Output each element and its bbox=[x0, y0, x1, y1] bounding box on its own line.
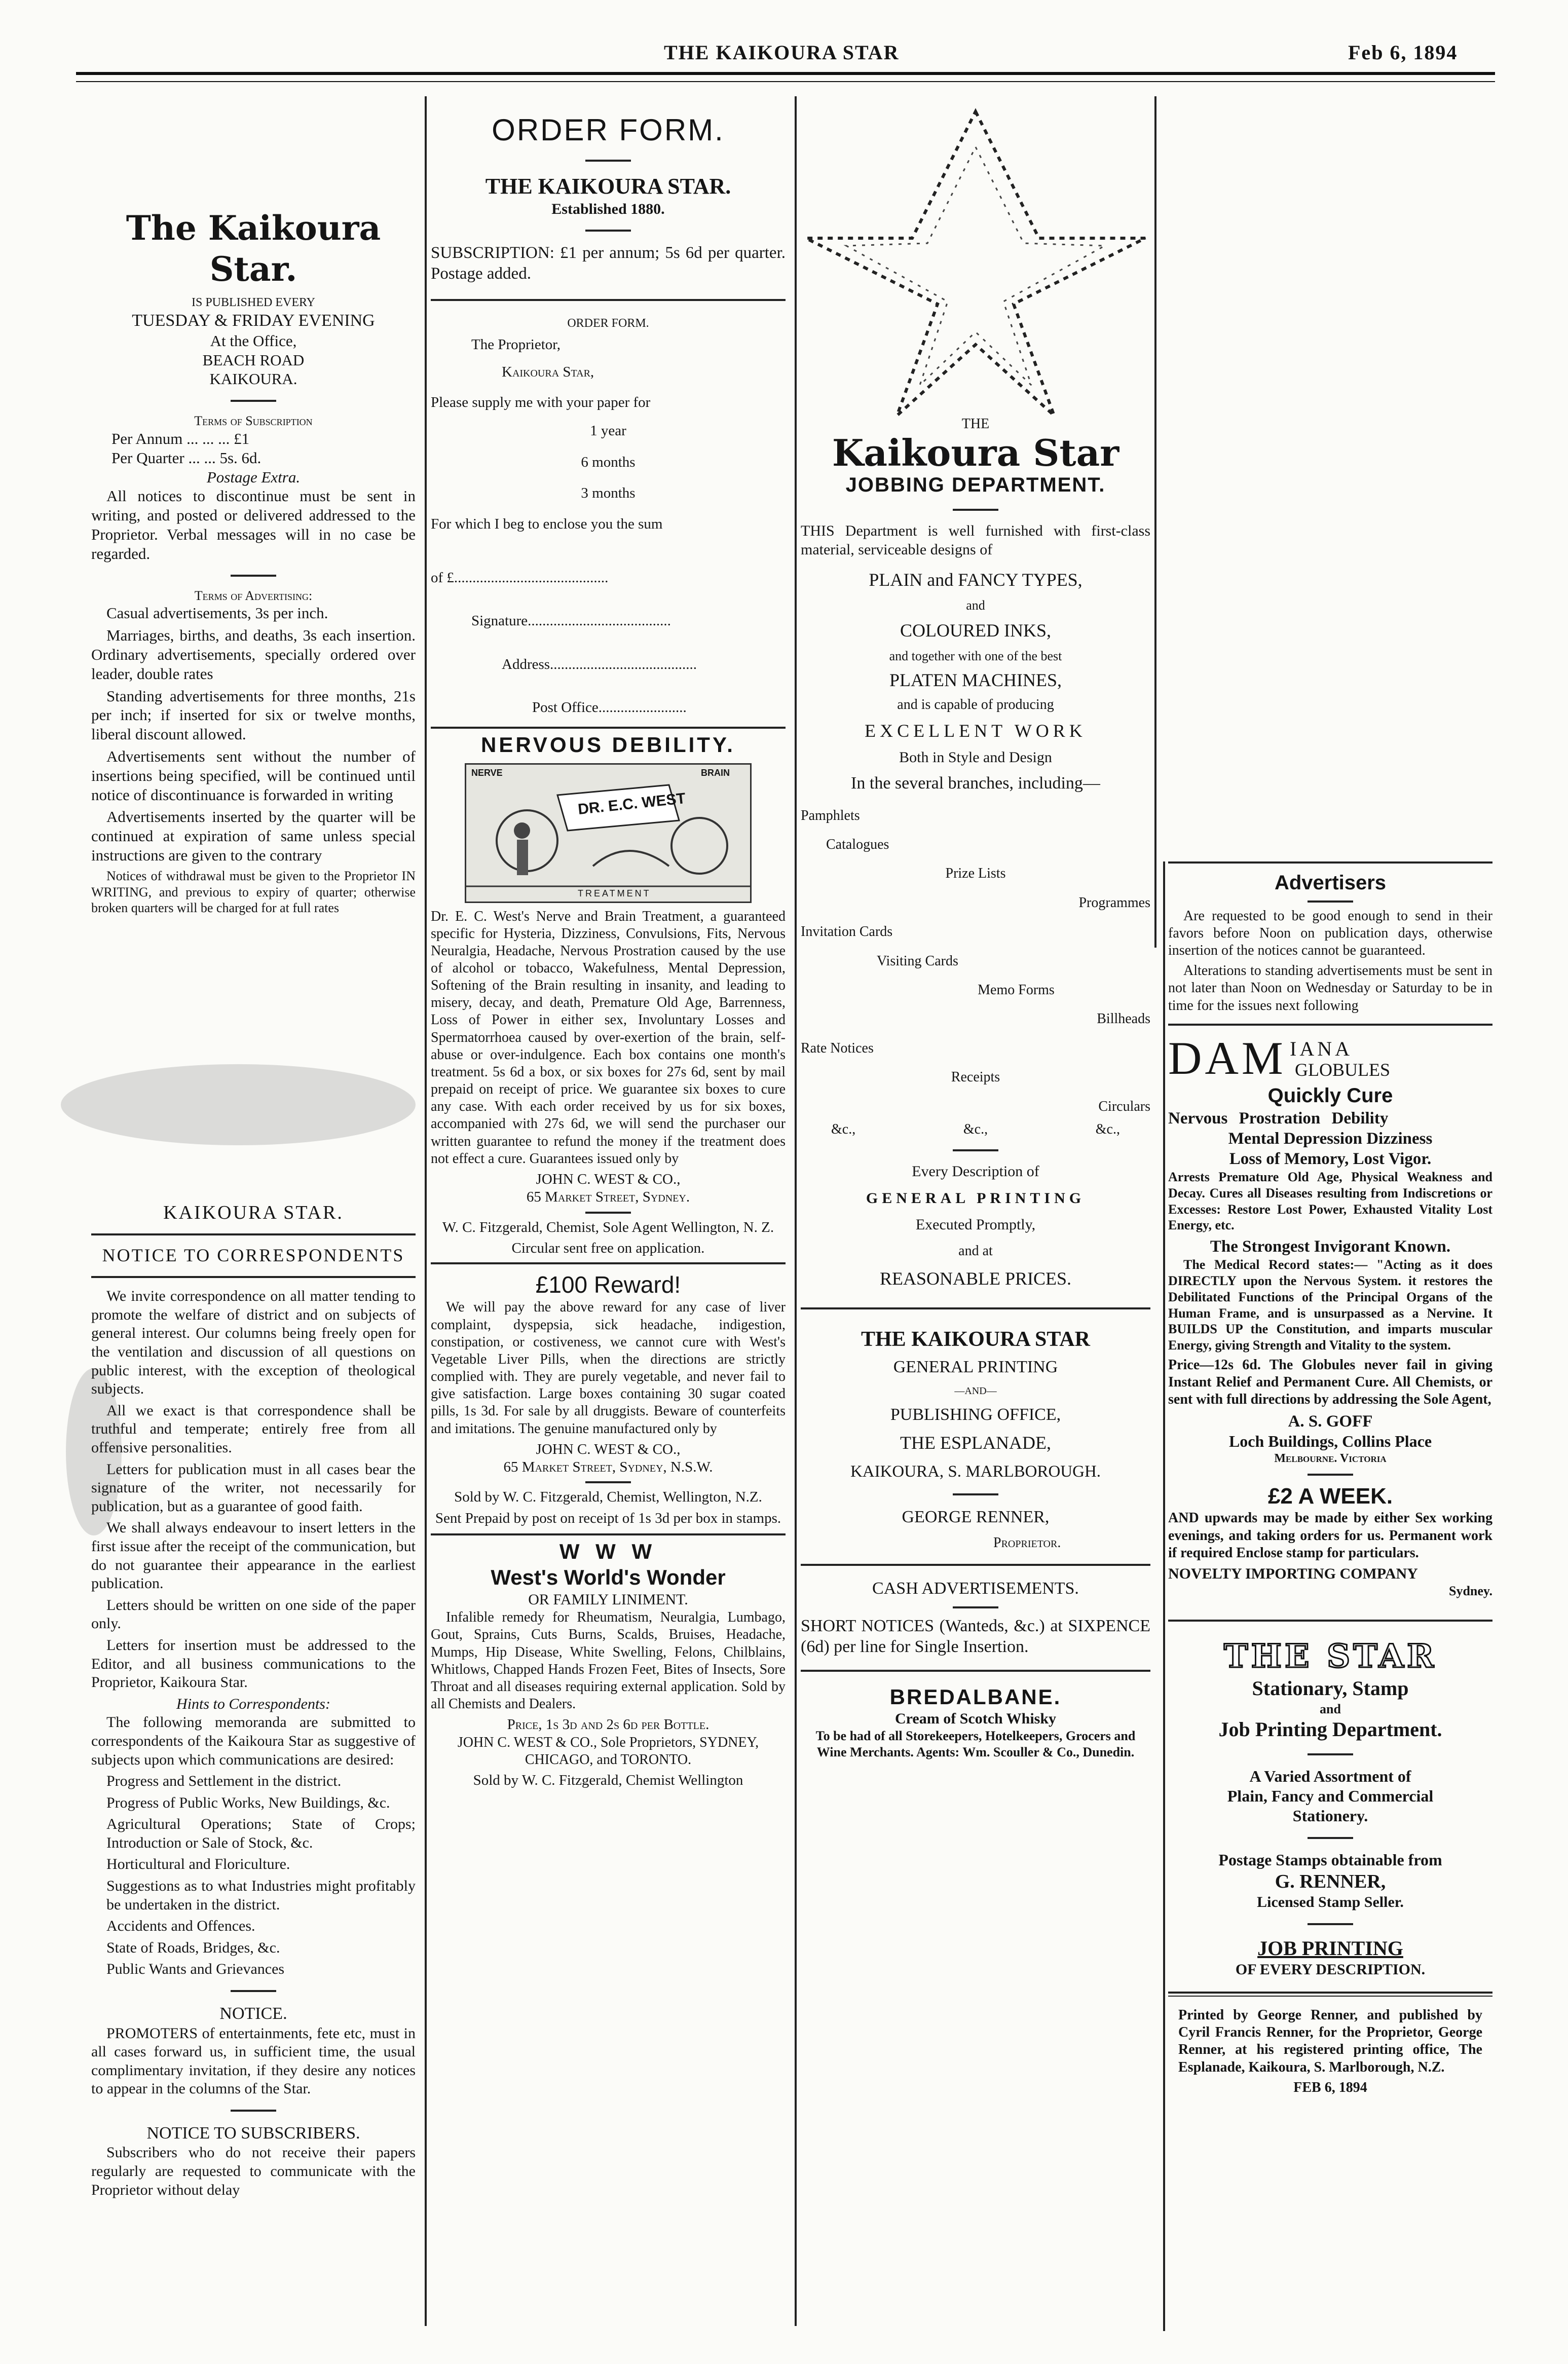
damiana-globules: GLOBULES bbox=[1295, 1059, 1390, 1080]
divider bbox=[1308, 1474, 1353, 1476]
office-line: At the Office, bbox=[210, 331, 297, 350]
damiana-nervous: Nervous Prostration Debility bbox=[1168, 1109, 1389, 1128]
dr-west-illustration bbox=[465, 763, 752, 903]
corr-paragraph: We shall always endeavour to insert letters in the first issue after the receipt of the communication, but do not guarantee their appearance in the earliest publication. bbox=[91, 1519, 416, 1592]
divider bbox=[1308, 1923, 1353, 1925]
etc-row bbox=[801, 1121, 1150, 1138]
form-sub-title: ORDER FORM. bbox=[567, 316, 649, 330]
town-line: KAIKOURA. bbox=[209, 370, 297, 388]
form-proprietor: The Proprietor, bbox=[471, 336, 561, 353]
terms-advertising-heading: Terms of Advertising: bbox=[194, 588, 313, 603]
subscription-rate: SUBSCRIPTION: £1 per annum; 5s 6d per quarter. Postage added. bbox=[431, 244, 786, 283]
renner-name: GEORGE RENNER, bbox=[902, 1507, 1050, 1526]
two-pounds-week: £2 A WEEK. bbox=[1267, 1483, 1393, 1509]
advertisers-title: Advertisers bbox=[1274, 872, 1387, 894]
advertisers-text-2: Alterations to standing advertisements must be sent in not later than Noon on Wednesday or Saturday to be in time for the issues next following bbox=[1168, 963, 1492, 1014]
column-4 bbox=[1168, 861, 1492, 2096]
column-divider-1 bbox=[425, 96, 427, 2326]
liniment-price: Price, 1s 3d and 2s 6d per Bottle. bbox=[507, 1716, 710, 1733]
damiana-arrests: Arrests Premature Old Age, Physical Weakness and Decay. Cures all Diseases resulting from Indiscretions or Excesses: Restore Lost Power, Exhausted Vitality Lost Energy, etc. bbox=[1168, 1170, 1492, 1233]
job-printing-dept: Job Printing Department. bbox=[1218, 1717, 1442, 1741]
platen-machines: PLATEN MACHINES, bbox=[889, 669, 1062, 690]
subscribers-heading: NOTICE TO SUBSCRIBERS. bbox=[146, 2123, 360, 2143]
corr-paragraph: Letters for publication must in all cases bear the signature of the writer, not necessarily for publication, but as a guarantee of good faith. bbox=[91, 1460, 416, 1515]
licensed-seller: Licensed Stamp Seller. bbox=[1257, 1894, 1404, 1911]
corr-paragraph: All we exact is that correspondence shall be truthful and temperate; entirely free from all offensive personalities. bbox=[91, 1402, 416, 1456]
circular-note: Circular sent free on application. bbox=[431, 1240, 786, 1264]
hint-item: Progress of Public Works, New Buildings, &c. bbox=[106, 1794, 390, 1811]
star-of-stars-logo bbox=[801, 101, 1150, 426]
sold-by: Sold by W. C. Fitzgerald, Chemist, Wellington, N.Z. bbox=[454, 1489, 762, 1506]
column-2 bbox=[431, 101, 786, 1789]
form-signature-field[interactable]: Signature....................................... bbox=[471, 613, 671, 629]
per-annum: Per Annum ... ... ... £1 bbox=[111, 429, 250, 447]
printing-item: Programmes bbox=[1078, 894, 1150, 911]
liniment-text: Infalible remedy for Rheumatism, Neuralgia, Lumbago, Gout, Sprains, Cuts Burns, Scalds, Bruises, Headache, Mumps, Hip Disease, White Swelling, Felons, Chilblains, Whitlows, Chapped Hands Frozen Feet, Bites of Insects, Sore Throat and all diseases requiring external application. Sold by all Chemists and Dealers. bbox=[431, 1609, 786, 1712]
divider bbox=[801, 1670, 1150, 1672]
and-word: and bbox=[1320, 1702, 1341, 1717]
form-option[interactable]: 1 year bbox=[590, 423, 626, 439]
cash-advertisements: CASH ADVERTISEMENTS. bbox=[872, 1579, 1079, 1598]
divider bbox=[953, 1493, 998, 1495]
worlds-wonder-title: West's World's Wonder bbox=[491, 1565, 726, 1590]
order-form-title: ORDER FORM. bbox=[492, 113, 725, 147]
column-1-lower bbox=[91, 1201, 416, 2202]
cream-of-whisky: Cream of Scotch Whisky bbox=[894, 1710, 1057, 1727]
jobbing-department-title: JOBBING DEPARTMENT. bbox=[845, 474, 1106, 497]
divider bbox=[953, 1149, 998, 1151]
published-line: IS PUBLISHED EVERY bbox=[191, 296, 316, 310]
column-3 bbox=[801, 101, 1150, 1763]
week-text: AND upwards may be made by either Sex working evenings, and taking orders for us. Permanent work if required Enclose stamp for particulars. bbox=[1168, 1510, 1492, 1561]
hint-item: Public Wants and Grievances bbox=[106, 1961, 285, 1978]
etc-item: &c., bbox=[831, 1121, 856, 1137]
hints-intro: The following memoranda are submitted to correspondents of the Kaikoura Star as suggestive of subjects upon which communications are desired: bbox=[91, 1714, 416, 1768]
strongest-invigorant: The Strongest Invigorant Known. bbox=[1210, 1237, 1451, 1256]
plain-fancy-types: PLAIN and FANCY TYPES, bbox=[869, 570, 1082, 590]
divider bbox=[431, 727, 786, 729]
hint-item: Agricultural Operations; State of Crops; Introduction or Sale of Stock, &c. bbox=[106, 1816, 416, 1851]
excellent-work: EXCELLENT WORK bbox=[865, 720, 1087, 741]
west-company-3: JOHN C. WEST & CO., Sole Proprietors, SYDNEY, CHICAGO, and TORONTO. bbox=[457, 1734, 759, 1768]
illustration-drawing bbox=[466, 765, 750, 902]
general-printing-2: GENERAL PRINTING bbox=[893, 1358, 1058, 1377]
corr-paragraph: Letters should be written on one side of the paper only. bbox=[91, 1596, 416, 1632]
novelty-sydney: Sydney. bbox=[1449, 1584, 1492, 1599]
correspondents-heading: NOTICE TO CORRESPONDENTS bbox=[102, 1245, 405, 1266]
reward-title: £100 Reward! bbox=[535, 1271, 681, 1298]
imprint: Printed by George Renner, and published by Cyril Francis Renner, for the Proprietor, George Renner, at his registered printing office, The Esplanade, Kaikoura, S. Marlborough, N.Z. bbox=[1178, 2007, 1482, 2075]
west-address: 65 Market Street, Sydney. bbox=[526, 1189, 690, 1206]
divider bbox=[91, 1233, 416, 1235]
hints-heading: Hints to Correspondents: bbox=[176, 1695, 330, 1712]
divider bbox=[953, 509, 998, 511]
adv-term: Notices of withdrawal must be given to the Proprietor IN WRITING, and previous to expiry of quarter; otherwise broken quarters will be charged for at full rates bbox=[91, 868, 416, 916]
sent-prepaid: Sent Prepaid by post on receipt of 1s 3d per box in stamps. bbox=[431, 1510, 786, 1535]
column-divider-3 bbox=[1154, 96, 1156, 948]
printing-item: Invitation Cards bbox=[801, 924, 893, 940]
star-general-printing: THE KAIKOURA STAR bbox=[861, 1327, 1090, 1351]
esplanade: THE ESPLANADE, bbox=[900, 1433, 1051, 1453]
branches-text: In the several branches, including— bbox=[851, 774, 1100, 793]
form-address-field[interactable]: Address........................................ bbox=[502, 656, 697, 672]
every-description: Every Description of bbox=[912, 1163, 1039, 1180]
style-design: Both in Style and Design bbox=[899, 748, 1052, 766]
and-separator: —AND— bbox=[954, 1385, 997, 1397]
damiana-mental: Mental Depression Dizziness bbox=[1228, 1129, 1433, 1148]
form-option[interactable]: 6 months bbox=[581, 454, 636, 470]
road-line: BEACH ROAD bbox=[202, 351, 305, 369]
divider bbox=[231, 400, 276, 402]
and-text: and bbox=[966, 598, 985, 613]
etc-item: &c., bbox=[963, 1121, 988, 1137]
form-amount-field[interactable]: of £.......................................... bbox=[431, 569, 609, 586]
divider bbox=[91, 1276, 416, 1278]
corr-paragraph: Letters for insertion must be addressed to the Editor, and all business communications to the Proprietor, Kaikoura Star. bbox=[91, 1636, 416, 1691]
divider bbox=[1168, 1996, 1492, 1997]
medical-record: The Medical Record states:— "Acting as it does DIRECTLY upon the Nervous System. it restores the Debilitated Functions of the Principal Organs of the Human Frame, and is unsurpassed as a Nervine. It BUILDS UP the Constitution, and imparts muscular Energy, giving Strength and Vitality to the system. bbox=[1168, 1257, 1492, 1353]
damiana-price: Price—12s 6d. The Globules never fail in giving Instant Relief and Permanent Cure. All Chemists, or sent with full directions by addressing the Sole Agent, bbox=[1168, 1357, 1492, 1408]
divider bbox=[585, 160, 631, 162]
form-post-office-field[interactable]: Post Office........................ bbox=[532, 699, 687, 716]
paper-damage-stain bbox=[61, 1064, 416, 1145]
executed-promptly: Executed Promptly, bbox=[915, 1216, 1036, 1233]
divider bbox=[231, 1990, 276, 1992]
postage-extra: Postage Extra. bbox=[206, 468, 301, 486]
divider bbox=[953, 1606, 998, 1608]
novelty-company: NOVELTY IMPORTING COMPANY bbox=[1168, 1565, 1418, 1582]
star-icon bbox=[801, 101, 1150, 426]
capable-text: and is capable of producing bbox=[897, 697, 1054, 713]
illustration-label-treatment: TREATMENT bbox=[578, 888, 651, 898]
jobbing-the: THE bbox=[961, 416, 990, 432]
imprint-date: FEB 6, 1894 bbox=[1293, 2079, 1367, 2095]
damiana-iana: IANA bbox=[1290, 1037, 1353, 1060]
general-printing: GENERAL PRINTING bbox=[866, 1189, 1086, 1207]
printing-item: Billheads bbox=[1097, 1011, 1150, 1027]
west-company-2: JOHN C. WEST & CO., bbox=[536, 1441, 681, 1457]
divider bbox=[231, 575, 276, 577]
per-quarter: Per Quarter ... ... 5s. 6d. bbox=[111, 448, 262, 467]
divider bbox=[585, 230, 631, 232]
family-liniment: OR FAMILY LINIMENT. bbox=[528, 1591, 688, 1608]
printing-item: Prize Lists bbox=[945, 866, 1006, 882]
printing-item: Catalogues bbox=[826, 837, 889, 852]
divider bbox=[585, 1481, 631, 1483]
nervous-debility-title: NERVOUS DEBILITY. bbox=[481, 733, 735, 757]
printing-items-list bbox=[801, 801, 1150, 1121]
plain-fancy-commercial: Plain, Fancy and Commercial bbox=[1227, 1786, 1434, 1805]
printing-item: Rate Notices bbox=[801, 1040, 874, 1056]
printing-item: Pamphlets bbox=[801, 807, 860, 823]
divider bbox=[1168, 1024, 1492, 1026]
jobbing-masthead: Kaikoura Star bbox=[832, 431, 1119, 475]
adv-term: Standing advertisements for three months, 21s per inch; if inserted for six or twelve months, liberal discount allowed. bbox=[91, 687, 416, 743]
illustration-label-brain: BRAIN bbox=[701, 767, 730, 778]
divider bbox=[1308, 900, 1353, 903]
divider bbox=[1168, 1992, 1492, 1994]
form-option[interactable]: 3 months bbox=[581, 485, 636, 502]
divider bbox=[1168, 1620, 1492, 1622]
publishing-office: PUBLISHING OFFICE, bbox=[890, 1405, 1061, 1424]
adv-term: Advertisements sent without the number of insertions being specified, will be continued until notice of discontinuance is forwarded in writing bbox=[91, 747, 416, 804]
hint-item: Suggestions as to what Industries might profitably be undertaken in the district. bbox=[106, 1878, 416, 1913]
kaikoura-address: KAIKOURA, S. MARLBOROUGH. bbox=[850, 1462, 1101, 1481]
divider bbox=[231, 2110, 276, 2112]
printing-item: Memo Forms bbox=[978, 982, 1055, 998]
g-renner: G. RENNER, bbox=[1275, 1870, 1386, 1892]
hint-item: Progress and Settlement in the district. bbox=[106, 1773, 342, 1790]
subscribers-text: Subscribers who do not receive their papers regularly are requested to communicate with the Proprietor without delay bbox=[91, 2144, 416, 2198]
storekeepers: To be had of all Storekeepers, Hotelkeepers, Grocers and Wine Merchants. Agents: Wm. Scouller & Co., Dunedin. bbox=[815, 1729, 1136, 1760]
agent-goff: A. S. GOFF bbox=[1288, 1412, 1373, 1431]
header-rule-thick bbox=[76, 72, 1495, 75]
together-text: and together with one of the best bbox=[889, 648, 1062, 663]
printing-item: Circulars bbox=[1098, 1098, 1150, 1114]
header-rule-thin bbox=[76, 81, 1495, 82]
page-header-title: THE KAIKOURA STAR bbox=[664, 41, 900, 64]
column-1 bbox=[91, 208, 416, 919]
postage-stamps: Postage Stamps obtainable from bbox=[1218, 1850, 1442, 1869]
adv-term: Marriages, births, and deaths, 3s each insertion. Ordinary advertisements, specially ordered over leader, double rates bbox=[91, 626, 416, 683]
order-paper-name: THE KAIKOURA STAR. bbox=[485, 174, 731, 199]
coloured-inks: COLOURED INKS, bbox=[900, 620, 1051, 641]
stationary-stamp: Stationary, Stamp bbox=[1252, 1677, 1409, 1700]
hint-item: Accidents and Offences. bbox=[106, 1918, 255, 1935]
reward-text: We will pay the above reward for any case of liver complaint, dyspepsia, sick headache, indigestion, constipation, or costiveness, we cannot cure with West's Vegetable Liver Pills, when the directions are strictly complied with. They are purely vegetable, and never fail to give satisfaction. Large boxes containing 30 sugar coated pills, 1s 3d. For sale by all druggists. Beware of counterfeits and imitations. The genuine manufactured only by bbox=[431, 1299, 786, 1437]
reasonable-prices: REASONABLE PRICES. bbox=[879, 1268, 1072, 1289]
divider bbox=[431, 299, 786, 301]
every-description-4: OF EVERY DESCRIPTION. bbox=[1235, 1961, 1426, 1978]
divider bbox=[801, 1564, 1150, 1566]
form-supply: Please supply me with your paper for bbox=[431, 394, 651, 410]
hint-item: State of Roads, Bridges, &c. bbox=[106, 1939, 280, 1956]
west-company: JOHN C. WEST & CO., bbox=[536, 1171, 681, 1187]
hint-item: Horticultural and Floriculture. bbox=[106, 1856, 290, 1873]
column-divider-3b bbox=[1163, 861, 1165, 2331]
printing-item: Receipts bbox=[951, 1069, 1000, 1085]
advertisers-text-1: Are requested to be good enough to send in their favors before Noon on publication days, otherwise insertion of the notices cannot be guaranteed. bbox=[1168, 908, 1492, 959]
form-star: Kaikoura Star, bbox=[502, 363, 594, 380]
notice-text: PROMOTERS of entertainments, fete etc, must in all cases forward us, in sufficient time, the usual complimentary invitation, if they desire any notices to appear in the columns of the Star. bbox=[91, 2024, 416, 2097]
west-address-2: 65 Market Street, Sydney, N.S.W. bbox=[503, 1459, 713, 1476]
printing-item: Visiting Cards bbox=[877, 953, 958, 969]
discontinue-notice: All notices to discontinue must be sent in writing, and posted or delivered addressed to the Proprietor. Verbal messages will in no case be regarded. bbox=[91, 487, 416, 562]
short-notices: SHORT NOTICES (Wanteds, &c.) at SIXPENCE (6d) per line for Single Insertion. bbox=[801, 1616, 1150, 1657]
etc-item: &c., bbox=[1095, 1121, 1120, 1137]
adv-term: Advertisements inserted by the quarter will be continued at expiration of same unless special instructions are given to the contrary bbox=[91, 808, 416, 865]
page-header-date: Feb 6, 1894 bbox=[1348, 41, 1458, 64]
illustration-label-nerve: NERVE bbox=[471, 767, 503, 778]
job-printing: JOB PRINTING bbox=[1257, 1936, 1403, 1960]
column-divider-2 bbox=[795, 96, 797, 2326]
corr-paragraph: We invite correspondence on all matter tending to promote the welfare of district and on subjects of general interest. Our columns being freely open for the ventilation and discussion of all questions on public interest, with the exception of theological subjects. bbox=[91, 1288, 416, 1398]
illustration-label-doctor: DR. E.C. WEST bbox=[577, 790, 687, 818]
days-line: TUESDAY & FRIDAY EVENING bbox=[132, 311, 375, 330]
the-star-title: THE STAR bbox=[1223, 1637, 1437, 1676]
established: Established 1880. bbox=[551, 200, 665, 217]
divider bbox=[585, 1212, 631, 1214]
jobbing-intro: THIS Department is well furnished with first-class material, serviceable designs of bbox=[801, 522, 1150, 558]
divider bbox=[1168, 861, 1492, 864]
damiana-logo bbox=[1168, 1032, 1492, 1084]
damiana-dam: DAM bbox=[1168, 1032, 1286, 1084]
divider bbox=[801, 1307, 1150, 1309]
nervous-debility-text: Dr. E. C. West's Nerve and Brain Treatment, a guaranteed specific for Hysteria, Dizziness, Convulsions, Fits, Nervous Neuralgia, Headache, Nervous Prostration caused by the use of alcohol or tobacco, Wakefulness, Mental Depression, Softening of the Brain resulting in insanity, and leading to misery, decay, and death, Premature Old Age, Barrenness, Loss of Power in either sex, Involuntary Losses and Spermatorrhoea caused by over-exertion of the brain, self-abuse or over-indulgence. Each box contains one month's treatment. 5s 6d a box, or six boxes for 27s 6d, sent by mail prepaid on receipt of price. We guarantee six boxes to cure any case. With each order received by us for six boxes, accompanied with 27s 6d, we will send the purchaser our written guarantee to refund the money if the treatment does not effect a cure. Guarantees issued only by bbox=[431, 908, 786, 1167]
stationery: Stationery. bbox=[1292, 1806, 1368, 1825]
divider bbox=[1308, 1837, 1353, 1839]
quickly-cure: Quickly Cure bbox=[1267, 1084, 1393, 1107]
adv-term: Casual advertisements, 3s per inch. bbox=[106, 604, 328, 622]
divider bbox=[1308, 1753, 1353, 1755]
terms-subscription-heading: Terms of Subscription bbox=[194, 414, 313, 429]
agent-city: Melbourne. Victoria bbox=[1274, 1452, 1387, 1466]
notice-heading: NOTICE. bbox=[219, 2004, 287, 2023]
and-at: and at bbox=[958, 1243, 993, 1259]
sold-by-2: Sold by W. C. Fitzgerald, Chemist Wellington bbox=[473, 1772, 743, 1788]
damiana-loss: Loss of Memory, Lost Vigor. bbox=[1229, 1150, 1432, 1169]
sole-agent: W. C. Fitzgerald, Chemist, Sole Agent Wellington, N. Z. bbox=[442, 1219, 774, 1235]
renner-proprietor: Proprietor. bbox=[993, 1535, 1061, 1551]
bredalbane-title: BREDALBANE. bbox=[889, 1684, 1062, 1709]
www-heading: W W W bbox=[559, 1540, 657, 1564]
agent-address: Loch Buildings, Collins Place bbox=[1228, 1432, 1432, 1451]
form-enclose: For which I beg to enclose you the sum bbox=[431, 516, 663, 533]
varied-assortment: A Varied Assortment of bbox=[1249, 1767, 1411, 1785]
star-heading: KAIKOURA STAR. bbox=[163, 1202, 344, 1223]
masthead: The Kaikoura Star. bbox=[126, 208, 381, 289]
